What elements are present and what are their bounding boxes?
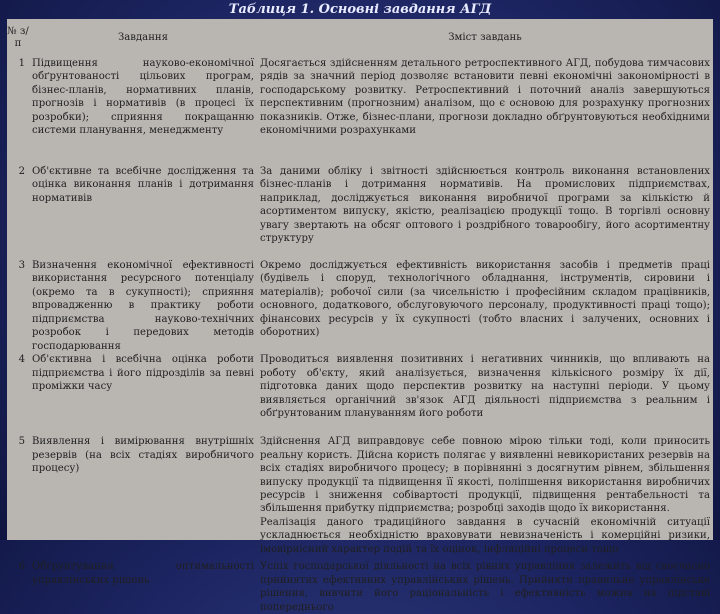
row-task: Визначення економічної ефективності використання ресурсного потенціалу (окремо та в сукупності); сприяння впровадженню в практику роботи підприємства науково-технічних розробок і передових методів господарювання (32, 260, 254, 352)
table-row (7, 165, 713, 259)
table-row (7, 435, 713, 560)
row-content-cell (257, 435, 713, 560)
row-content: Успіх господарської діяльності на всіх рівнях управління залежить від своєчасно прийнятих ефективних управлінських рішень. Прийняти правильне управлінське рішення, вивчити його раціональність і ефективність можна на підставі попереднього (260, 561, 710, 613)
row-task: Обґрунтування оптимальності управлінських рішень (32, 561, 254, 586)
header-task: Завдання (117, 32, 169, 44)
row-content-extra: Реалізація даного традиційного завдання в сучасній економічній ситуації ускладнюється необхідністю враховувати невизначеність і комерційні ризики, імовірнісний характер подій та їх оцінок, інфляційні процеси тощо (260, 516, 710, 555)
row-number: 2 (18, 166, 25, 177)
header-number: № з/п (7, 26, 29, 49)
row-number: 4 (18, 354, 25, 366)
row-content: Проводиться виявлення позитивних і негативних чинників, що впливають на роботу об'єкту, який аналізується, визначення кількісного розміру їх дії, підготовка даних щодо перспектив розвитку на наступні періоди. У цьому виявляється органічний зв'язок АГД діяльності підприємства з реальним і обґрунтованим плануванням його роботи (260, 354, 710, 419)
row-task: Підвищення науково-економічної обґрунтованості цільових програм, бізнес-планів, нормативних планів, прогнозів і нормативів (в процесі їх розробки); сприяння покращанню системи планування, менеджменту (32, 58, 254, 137)
row-content: Окремо досліджується ефективність використання засобів і предметів праці (будівель і споруд, технологічного обладнання, інструментів, сировини і матеріалів); робочої сили (за чисельністю і професійним складом працівників, основного, додаткового, обслуговуючого персоналу, продуктивності праці тощо); фінансових ресурсів у їх сукупності (тобто власних і залучених, основних і оборотних) (260, 260, 710, 339)
row-content: Досягається здійсненням детального ретроспективного АГД, побудова тимчасових рядів за значний період дозволяє встановити певні економічні закономірності в господарському розвитку. Ретроспективний і поточний аналіз завершуються перспективним (прогнозним) аналізом, що є основою для розрахунку прогнозних показників. Отже, бізнес-плани, прогнози докладно обґрунтовуються необхідними економічними розрахунками (260, 58, 710, 137)
table-row (7, 57, 713, 165)
row-task: Об'єктивна і всебічна оцінка роботи підприємства і його підрозділів за певні проміжки часу (32, 354, 254, 393)
row-number: 5 (18, 436, 25, 448)
header-content: Зміст завдань (448, 32, 522, 44)
row-content: За даними обліку і звітності здійснюється контроль виконання встановлених бізнес-планів і дотримання нормативів. На промислових підприємствах, наприклад, досліджується виконання виробничої програми за кількістю й асортиментом випуску, якістю, реалізацією продукції тощо. В торгівлі основну увагу звертають на обсяг оптового і роздрібного товарообігу, його асортиментну структуру (260, 166, 710, 245)
table-row (7, 259, 713, 353)
row-number: 1 (18, 58, 25, 69)
tasks-table (7, 19, 713, 613)
row-number: 6 (18, 561, 25, 573)
row-task: Об'єктивне та всебічне дослідження та оцінка виконання планів і дотримання нормативів (32, 166, 254, 204)
row-task: Виявлення і вимірювання внутрішніх резервів (на всіх стадіях виробничого процесу) (32, 436, 254, 475)
row-content: Здійснення АГД виправдовує себе повною мірою тільки тоді, коли приносить реальну користь. Дійсна користь полягає у виявленні невикористаних резервів на всіх стадіях виробничого процесу; в порівнянні з досягнутим рівнем, збільшення випуску продукції та підвищення її якості, поліпшення використання виробничих ресурсів і зниження собівартості продукції, підвищення рентабельності та збільшення прибутку підприємства; розробці заходів щодо їх використання. (260, 436, 710, 515)
table-row (7, 560, 713, 614)
table-header-row (7, 19, 713, 57)
table-row (7, 353, 713, 435)
table-title: Таблиця 1. Основні завдання АГД (228, 2, 492, 17)
row-number: 3 (18, 260, 25, 271)
